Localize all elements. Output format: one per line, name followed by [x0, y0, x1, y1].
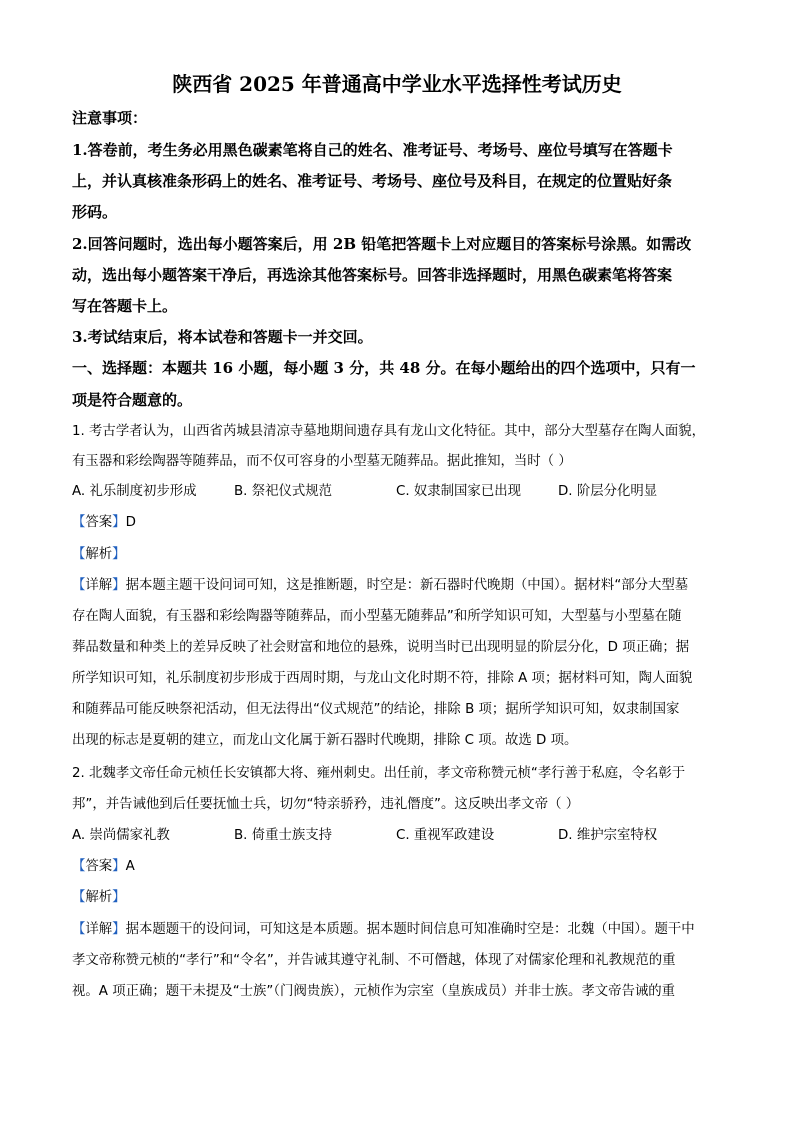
question-1-detail: 所学知识可知，礼乐制度初步形成于西周时期，与龙山文化时期不符，排除 A 项；据材料可知，陶人面貌 — [72, 671, 693, 686]
question-2-analysis: 【解析】 — [72, 890, 126, 905]
question-2-detail: 【详解】据本题题干的设问词，可知这是本质题。据本题时间信息可知准确时空是：北魏（中国）。题干中 — [72, 922, 695, 937]
question-2-answer: 【答案】A — [72, 859, 135, 874]
analysis-label: 解析 — [85, 890, 113, 905]
option-a: A. 礼乐制度初步形成 — [72, 484, 197, 499]
question-2-stem: 2. 北魏孝文帝任命元桢任长安镇都大将、雍州刺史。出任前，孝文帝称赞元桢“孝行善于私庭，令名彰于 — [72, 766, 686, 781]
notice-line: 动，选出每小题答案干净后，再选涂其他答案标号。回答非选择题时，用黑色碳素笔将答案 — [72, 266, 673, 284]
question-1-analysis: 【解析】 — [72, 547, 126, 562]
detail-label: 详解 — [85, 578, 113, 593]
question-1-answer: 【答案】D — [72, 515, 136, 530]
detail-text: 据本题主题干设问词可知，这是推断题，时空是：新石器时代晚期（中国）。据材料“部分大型墓 — [125, 578, 689, 593]
question-1-detail: 和随葬品可能反映祭祀活动，但无法得出“仪式规范”的结论，排除 B 项；据所学知识可知，奴隶制国家 — [72, 702, 680, 717]
question-1-detail: 存在陶人面貌，有玉器和彩绘陶器等随葬品，而小型墓无随葬品”和所学知识可知，大型墓与小型墓在随 — [72, 609, 682, 624]
notice-line: 2.回答问题时，选出每小题答案后，用 2B 铅笔把答题卡上对应题目的答案标号涂黑。如需改 — [72, 235, 692, 253]
notice-line: 3.考试结束后，将本试卷和答题卡一并交回。 — [72, 328, 373, 346]
question-1-detail: 出现的标志是夏朝的建立，而龙山文化属于新石器时代晚期，排除 C 项。故选 D 项。 — [72, 733, 578, 748]
option-d: D. 维护宗室特权 — [558, 828, 658, 843]
analysis-label: 解析 — [85, 547, 113, 562]
option-c: C. 奴隶制国家已出现 — [396, 484, 521, 499]
option-b: B. 倚重士族支持 — [234, 828, 333, 843]
notice-line: 1.答卷前，考生务必用黑色碳素笔将自己的姓名、准考证号、考场号、座位号填写在答题卡 — [72, 141, 673, 159]
answer-label: 答案 — [85, 859, 113, 874]
question-1-detail: 【详解】据本题主题干设问词可知，这是推断题，时空是：新石器时代晚期（中国）。据材料“部分大型墓 — [72, 578, 689, 593]
detail-text: 据本题题干的设问词，可知这是本质题。据本题时间信息可知准确时空是：北魏（中国）。题干中 — [125, 922, 695, 937]
option-c: C. 重视军政建设 — [396, 828, 495, 843]
question-2-detail: 孝文帝称赞元桢的“孝行”和“令名”，并告诫其遵守礼制、不可僭越，体现了对儒家伦理和礼教规范的重 — [72, 953, 676, 968]
option-a: A. 崇尚儒家礼教 — [72, 828, 170, 843]
option-b: B. 祭祀仪式规范 — [234, 484, 333, 499]
question-1-detail: 葬品数量和种类上的差异反映了社会财富和地位的悬殊，说明当时已出现明显的阶层分化，D 项正确；据 — [72, 640, 690, 655]
question-1-options — [72, 482, 732, 502]
notice-line: 写在答题卡上。 — [72, 297, 178, 315]
section-heading: 项是符合题意的。 — [72, 391, 193, 409]
answer-label: 答案 — [85, 515, 113, 530]
question-2-detail: 视。A 项正确；题干未提及“士族”（门阀贵族），元桢作为宗室（皇族成员）并非士族。孝文帝告诫的重 — [72, 984, 676, 999]
question-1-stem: 1. 考古学者认为，山西省芮城县清凉寺墓地期间遗存具有龙山文化特征。其中，部分大型墓存在陶人面貌， — [72, 424, 705, 439]
answer-value: A — [125, 859, 135, 874]
notice-heading: 注意事项： — [72, 109, 148, 127]
question-2-stem: 邦”，并告诫他到后任要抚恤士兵，切勿“特亲骄矜，违礼僭度”。这反映出孝文帝（ ） — [72, 797, 580, 812]
answer-value: D — [125, 515, 136, 530]
notice-line: 形码。 — [72, 203, 118, 221]
section-heading: 一、选择题：本题共 16 小题，每小题 3 分，共 48 分。在每小题给出的四个选项中，只有一 — [72, 359, 696, 377]
question-2-options — [72, 826, 732, 846]
detail-label: 详解 — [85, 922, 113, 937]
option-d: D. 阶层分化明显 — [558, 484, 658, 499]
notice-line: 上，并认真核准条形码上的姓名、准考证号、考场号、座位号及科目，在规定的位置贴好条 — [72, 172, 673, 190]
page-title: 陕西省 2025 年普通高中学业水平选择性考试历史 — [172, 72, 622, 96]
question-1-stem: 有玉器和彩绘陶器等随葬品，而不仅可容身的小型墓无随葬品。据此推知，当时（ ） — [72, 454, 572, 469]
